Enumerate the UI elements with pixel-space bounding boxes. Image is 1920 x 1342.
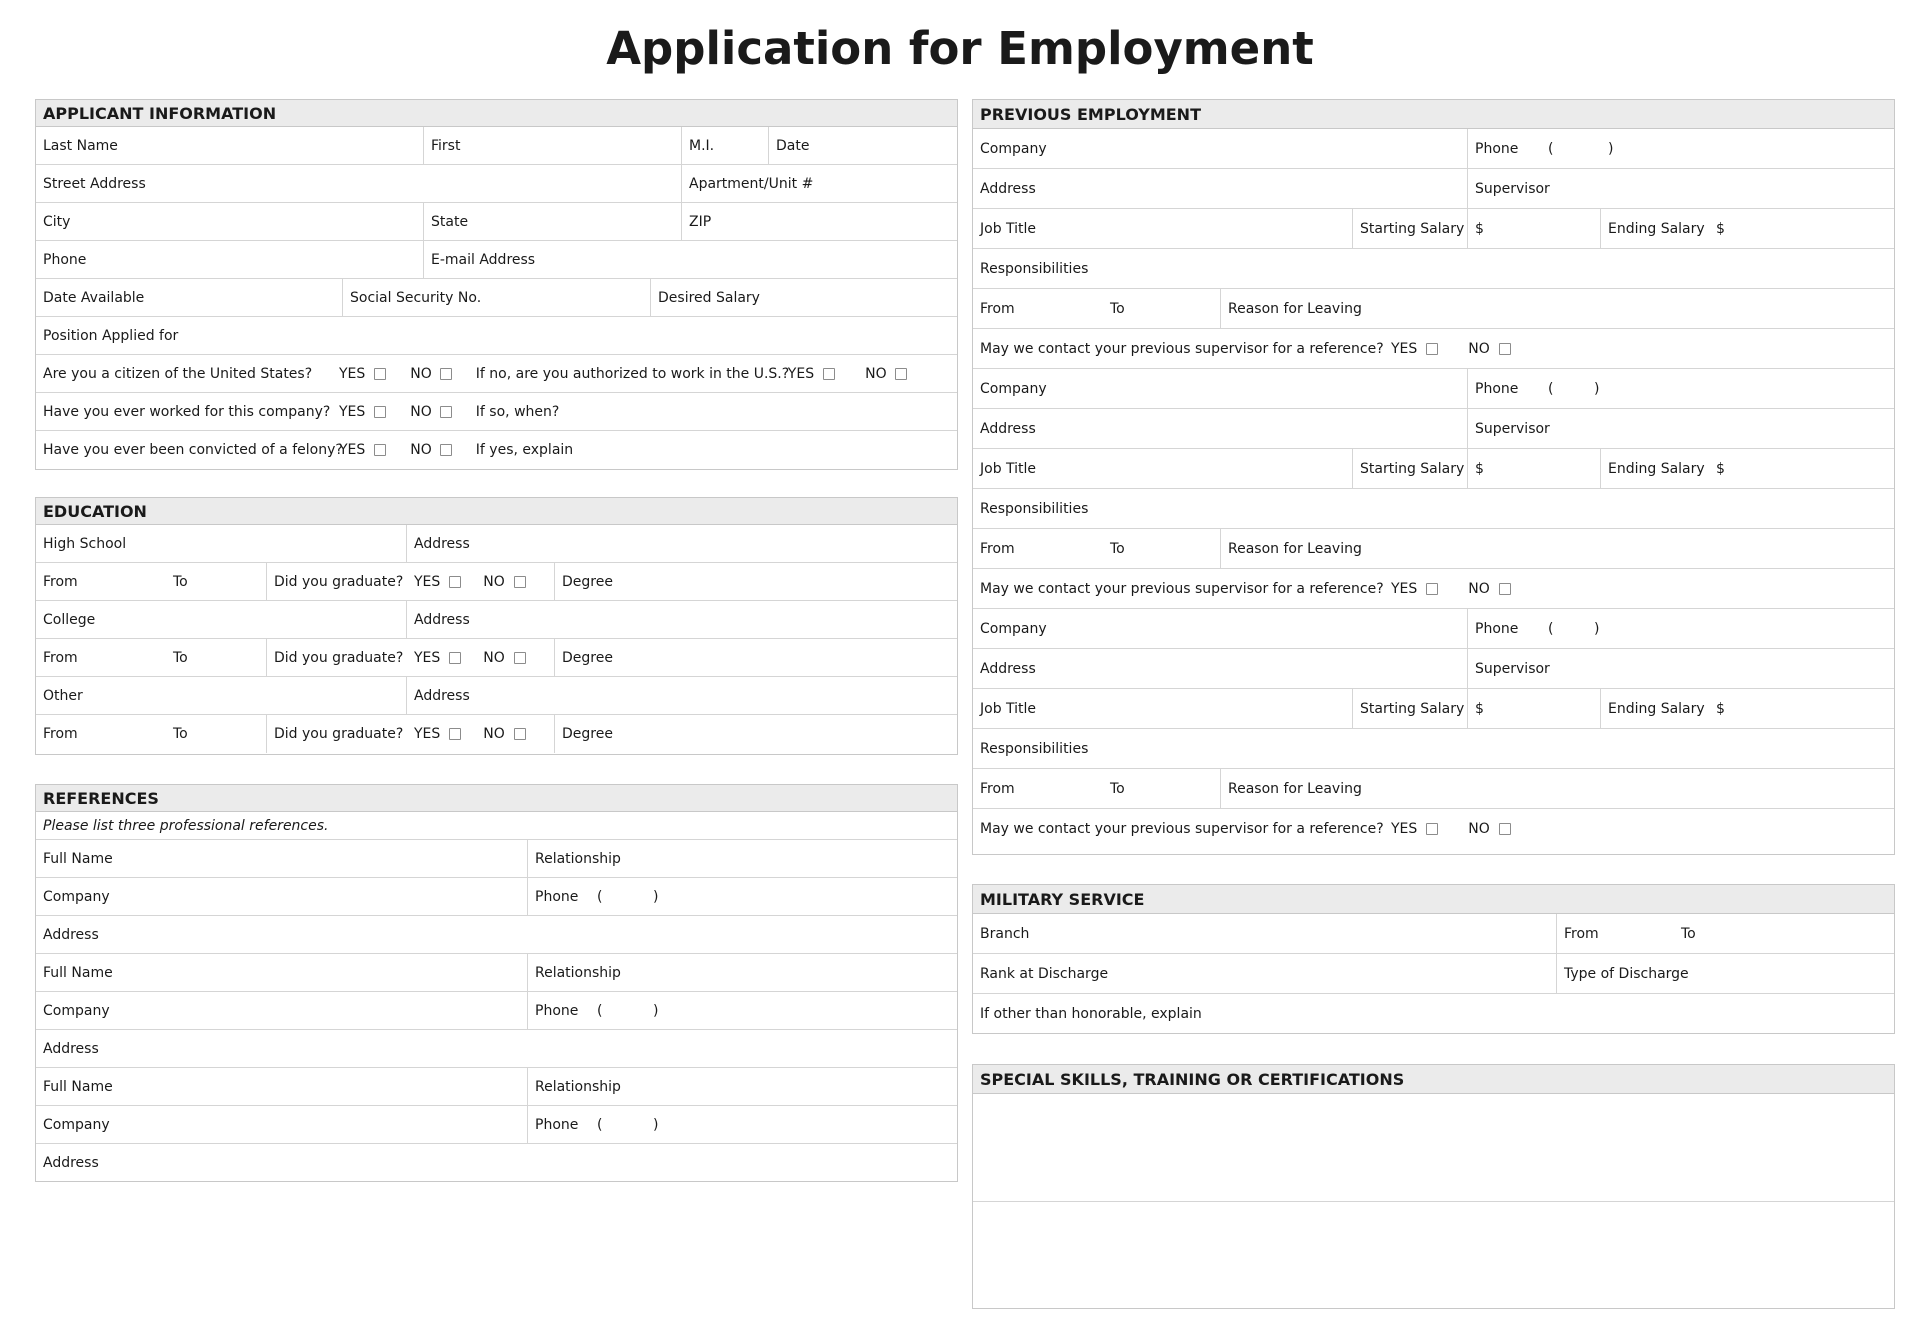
military-service-section [972, 884, 1895, 1034]
military-service-heading: MILITARY SERVICE [973, 885, 1894, 914]
address-label: Address [980, 660, 1036, 677]
reference-2-phone-field[interactable] [527, 992, 957, 1029]
employer-1-address-field[interactable] [973, 169, 1467, 208]
employer-2-contact-no-checkbox[interactable] [1499, 583, 1511, 595]
employer-2-starting-salary-field[interactable] [1467, 449, 1600, 488]
city-label: City [43, 213, 71, 230]
yes-label: YES [339, 403, 366, 420]
employer-2-contact-question-row [973, 569, 1894, 608]
date-label: Date [776, 137, 810, 154]
yes-label: YES [1391, 580, 1418, 597]
college-graduate-yes-checkbox[interactable] [449, 652, 461, 664]
company-label: Company [980, 140, 1047, 157]
reason-for-leaving-label: Reason for Leaving [1228, 780, 1362, 797]
ending-salary-label: Ending Salary [1608, 700, 1705, 717]
high-school-graduate-no-checkbox[interactable] [514, 576, 526, 588]
area-code-open-paren: ( [597, 1116, 603, 1133]
authorized-yes-checkbox[interactable] [823, 368, 835, 380]
area-code-open-paren: ( [597, 1002, 603, 1019]
felony-no-checkbox[interactable] [440, 444, 452, 456]
employer-1-responsibilities-field[interactable] [973, 249, 1894, 288]
employer-2-company-field[interactable] [973, 369, 1467, 408]
area-code-open-paren: ( [1548, 140, 1554, 157]
employer-1-job-title-field[interactable] [973, 209, 1352, 248]
other-school-graduate-no-checkbox[interactable] [514, 728, 526, 740]
employer-2-phone-field[interactable] [1467, 369, 1894, 408]
employer-3-responsibilities-field[interactable] [973, 729, 1894, 768]
responsibilities-label: Responsibilities [980, 500, 1089, 517]
college-graduate-no-checkbox[interactable] [514, 652, 526, 664]
employer-3-contact-no-checkbox[interactable] [1499, 823, 1511, 835]
to-label: To [1110, 540, 1125, 557]
to-label: To [1681, 925, 1696, 942]
employer-3-contact-yes-checkbox[interactable] [1426, 823, 1438, 835]
authorized-question-label: If no, are you authorized to work in the U.S.? [475, 365, 790, 382]
dollar-sign: $ [1475, 220, 1484, 237]
felony-question-row [36, 431, 957, 469]
middle-initial-field[interactable] [681, 127, 768, 164]
phone-field[interactable] [36, 241, 423, 278]
special-skills-text-area-2[interactable] [973, 1202, 1894, 1309]
previous-employment-section [972, 99, 1895, 855]
college-dates-field[interactable] [36, 639, 266, 676]
supervisor-label: Supervisor [1475, 180, 1550, 197]
special-skills-section [972, 1064, 1895, 1309]
yes-label: YES [1391, 340, 1418, 357]
area-code-open-paren: ( [1548, 380, 1554, 397]
discharge-explain-field[interactable] [973, 994, 1894, 1034]
employer-2-address-field[interactable] [973, 409, 1467, 448]
desired-salary-label: Desired Salary [658, 289, 760, 306]
graduate-question-label: Did you graduate? [274, 573, 404, 590]
discharge-explain-label: If other than honorable, explain [980, 1006, 1202, 1022]
dollar-sign: $ [1475, 460, 1484, 477]
job-title-label: Job Title [980, 700, 1037, 717]
military-dates-field[interactable] [1556, 914, 1894, 953]
address-label: Address [980, 420, 1036, 437]
no-label: NO [1468, 821, 1490, 837]
employer-3-company-field[interactable] [973, 609, 1467, 648]
address-label: Address [414, 535, 470, 552]
first-name-label: First [431, 137, 461, 154]
other-school-label: Other [43, 687, 83, 704]
college-address-field[interactable] [406, 601, 957, 638]
employer-3-ending-salary-field[interactable] [1600, 689, 1894, 728]
employer-3-address-field[interactable] [973, 649, 1467, 688]
no-label: NO [865, 365, 887, 382]
reference-3-phone-field[interactable] [527, 1106, 957, 1143]
ending-salary-label: Ending Salary [1608, 220, 1705, 237]
yes-label: YES [414, 649, 441, 666]
employer-3-starting-salary-field[interactable] [1467, 689, 1600, 728]
employer-2-ending-salary-field[interactable] [1600, 449, 1894, 488]
reference-3-relationship-field[interactable] [527, 1068, 957, 1105]
address-label: Address [980, 180, 1036, 197]
contact-question-label: May we contact your previous supervisor for a reference? [980, 580, 1384, 597]
branch-label: Branch [980, 925, 1030, 942]
no-label: NO [483, 573, 505, 590]
relationship-label: Relationship [535, 850, 621, 867]
last-name-label: Last Name [43, 137, 118, 154]
high-school-field[interactable] [36, 525, 406, 562]
area-code-close-paren: ) [653, 888, 659, 905]
college-label: College [43, 611, 96, 628]
education-heading: EDUCATION [36, 498, 957, 525]
zip-label: ZIP [689, 213, 712, 230]
yes-label: YES [339, 365, 366, 382]
city-field[interactable] [36, 203, 423, 240]
degree-label: Degree [562, 649, 613, 666]
references-section [35, 784, 958, 1182]
yes-label: YES [339, 442, 366, 458]
address-label: Address [43, 1040, 99, 1057]
full-name-label: Full Name [43, 1078, 113, 1095]
state-field[interactable] [423, 203, 681, 240]
state-label: State [431, 213, 469, 230]
high-school-address-field[interactable] [406, 525, 957, 562]
employer-1-ending-salary-field[interactable] [1600, 209, 1894, 248]
employer-2-dates-field[interactable] [973, 529, 1220, 568]
from-label: From [43, 726, 78, 742]
phone-label: Phone [1475, 140, 1519, 157]
reference-3-address-field[interactable] [36, 1144, 957, 1182]
reason-for-leaving-label: Reason for Leaving [1228, 300, 1362, 317]
from-label: From [1564, 925, 1599, 942]
no-label: NO [1468, 340, 1490, 357]
high-school-dates-field[interactable] [36, 563, 266, 600]
yes-label: YES [414, 573, 441, 590]
employer-3-reason-field[interactable] [1220, 769, 1894, 808]
full-name-label: Full Name [43, 850, 113, 867]
reason-for-leaving-label: Reason for Leaving [1228, 540, 1362, 557]
college-degree-field[interactable] [554, 639, 957, 676]
high-school-label: High School [43, 535, 127, 552]
special-skills-heading: SPECIAL SKILLS, TRAINING OR CERTIFICATIONS [973, 1065, 1894, 1094]
phone-label: Phone [535, 1116, 579, 1133]
company-label: Company [980, 380, 1047, 397]
employer-3-dates-field[interactable] [973, 769, 1220, 808]
date-field[interactable] [768, 127, 957, 164]
other-school-degree-field[interactable] [554, 715, 957, 753]
degree-label: Degree [562, 726, 613, 742]
references-note: Please list three professional references. [43, 817, 329, 834]
page-title: Application for Employment [606, 22, 1314, 75]
employer-1-phone-field[interactable] [1467, 129, 1894, 168]
no-label: NO [1468, 580, 1490, 597]
employer-2-reason-field[interactable] [1220, 529, 1894, 568]
date-available-label: Date Available [43, 289, 145, 306]
apartment-unit-label: Apartment/Unit # [689, 175, 814, 192]
authorized-no-checkbox[interactable] [895, 368, 907, 380]
phone-label: Phone [535, 888, 579, 905]
no-label: NO [483, 649, 505, 666]
dollar-sign: $ [1716, 460, 1725, 477]
area-code-open-paren: ( [1548, 620, 1554, 637]
employer-3-contact-question-row [973, 809, 1894, 849]
to-label: To [173, 726, 188, 742]
college-graduate-field [266, 639, 554, 676]
reference-2-address-field[interactable] [36, 1030, 957, 1067]
employer-2-responsibilities-field[interactable] [973, 489, 1894, 528]
degree-label: Degree [562, 573, 613, 590]
worked-here-yes-checkbox[interactable] [374, 406, 386, 418]
street-address-label: Street Address [43, 175, 146, 192]
reference-1-name-field[interactable] [36, 840, 527, 877]
full-name-label: Full Name [43, 964, 113, 981]
email-label: E-mail Address [431, 251, 536, 268]
other-school-address-field[interactable] [406, 677, 957, 714]
other-school-dates-field[interactable] [36, 715, 266, 753]
from-label: From [980, 540, 1015, 557]
if-yes-explain-label: If yes, explain [475, 442, 574, 458]
applicant-information-heading: APPLICANT INFORMATION [36, 100, 957, 127]
reference-1-address-field[interactable] [36, 916, 957, 953]
employer-2-supervisor-field[interactable] [1467, 409, 1894, 448]
applicant-information-section [35, 99, 958, 470]
rank-at-discharge-label: Rank at Discharge [980, 965, 1109, 982]
military-branch-field[interactable] [973, 914, 1556, 953]
dollar-sign: $ [1475, 700, 1484, 717]
contact-question-label: May we contact your previous supervisor for a reference? [980, 340, 1384, 357]
area-code-close-paren: ) [653, 1116, 659, 1133]
middle-initial-label: M.I. [689, 137, 715, 154]
if-so-when-label: If so, when? [475, 403, 560, 420]
employer-3-starting-salary-label-cell [1352, 689, 1467, 728]
reference-3-company-field[interactable] [36, 1106, 527, 1143]
references-heading: REFERENCES [36, 785, 957, 812]
dollar-sign: $ [1716, 700, 1725, 717]
felony-yes-checkbox[interactable] [374, 444, 386, 456]
job-title-label: Job Title [980, 220, 1037, 237]
starting-salary-label: Starting Salary [1360, 220, 1465, 237]
reference-1-relationship-field[interactable] [527, 840, 957, 877]
ssn-label: Social Security No. [350, 289, 482, 306]
starting-salary-label: Starting Salary [1360, 700, 1465, 717]
citizen-yes-checkbox[interactable] [374, 368, 386, 380]
graduate-question-label: Did you graduate? [274, 649, 404, 666]
reference-2-name-field[interactable] [36, 954, 527, 991]
address-label: Address [414, 611, 470, 628]
last-name-field[interactable] [36, 127, 423, 164]
reference-3-name-field[interactable] [36, 1068, 527, 1105]
worked-here-question-label: Have you ever worked for this company? [43, 403, 331, 420]
reference-2-company-field[interactable] [36, 992, 527, 1029]
position-applied-label: Position Applied for [43, 327, 179, 344]
apartment-unit-field[interactable] [681, 165, 957, 202]
high-school-graduate-field [266, 563, 554, 600]
no-label: NO [410, 365, 432, 382]
other-school-field[interactable] [36, 677, 406, 714]
employer-2-job-title-field[interactable] [973, 449, 1352, 488]
position-applied-field[interactable] [36, 317, 957, 354]
ssn-field[interactable] [342, 279, 650, 316]
supervisor-label: Supervisor [1475, 420, 1550, 437]
address-label: Address [414, 687, 470, 704]
employer-3-supervisor-field[interactable] [1467, 649, 1894, 688]
address-label: Address [43, 926, 99, 943]
employer-1-reason-field[interactable] [1220, 289, 1894, 328]
employer-1-starting-salary-label-cell [1352, 209, 1467, 248]
job-title-label: Job Title [980, 460, 1037, 477]
from-label: From [980, 300, 1015, 317]
employer-2-starting-salary-label-cell [1352, 449, 1467, 488]
citizen-no-checkbox[interactable] [440, 368, 452, 380]
citizen-question-row [36, 355, 957, 392]
street-address-field[interactable] [36, 165, 681, 202]
college-field[interactable] [36, 601, 406, 638]
email-field[interactable] [423, 241, 957, 278]
desired-salary-field[interactable] [650, 279, 957, 316]
previous-employment-heading: PREVIOUS EMPLOYMENT [973, 100, 1894, 129]
area-code-open-paren: ( [597, 888, 603, 905]
responsibilities-label: Responsibilities [980, 260, 1089, 277]
employer-1-contact-no-checkbox[interactable] [1499, 343, 1511, 355]
reference-1-phone-field[interactable] [527, 878, 957, 915]
rank-at-discharge-field[interactable] [973, 954, 1556, 993]
to-label: To [1110, 300, 1125, 317]
employer-1-starting-salary-field[interactable] [1467, 209, 1600, 248]
phone-label: Phone [535, 1002, 579, 1019]
first-name-field[interactable] [423, 127, 681, 164]
yes-label: YES [1391, 821, 1418, 837]
phone-label: Phone [43, 251, 87, 268]
company-label: Company [43, 1116, 110, 1133]
high-school-graduate-yes-checkbox[interactable] [449, 576, 461, 588]
yes-label: YES [414, 726, 441, 742]
from-label: From [980, 780, 1015, 797]
reference-1-company-field[interactable] [36, 878, 527, 915]
to-label: To [173, 573, 188, 590]
area-code-close-paren: ) [1594, 380, 1600, 397]
company-label: Company [43, 1002, 110, 1019]
employer-1-company-field[interactable] [973, 129, 1467, 168]
employer-2-contact-yes-checkbox[interactable] [1426, 583, 1438, 595]
phone-label: Phone [1475, 380, 1519, 397]
special-skills-text-area-1[interactable] [973, 1094, 1894, 1202]
employer-1-contact-yes-checkbox[interactable] [1426, 343, 1438, 355]
to-label: To [1110, 780, 1125, 797]
phone-label: Phone [1475, 620, 1519, 637]
to-label: To [173, 649, 188, 666]
contact-question-label: May we contact your previous supervisor for a reference? [980, 821, 1384, 837]
felony-question-label: Have you ever been convicted of a felony? [43, 442, 343, 458]
area-code-close-paren: ) [1608, 140, 1614, 157]
yes-label: YES [787, 365, 815, 382]
from-label: From [43, 573, 78, 590]
area-code-close-paren: ) [653, 1002, 659, 1019]
type-of-discharge-label: Type of Discharge [1564, 965, 1689, 982]
date-available-field[interactable] [36, 279, 342, 316]
no-label: NO [483, 726, 505, 742]
company-label: Company [980, 620, 1047, 637]
other-school-graduate-yes-checkbox[interactable] [449, 728, 461, 740]
company-label: Company [43, 888, 110, 905]
high-school-degree-field[interactable] [554, 563, 957, 600]
citizen-question-label: Are you a citizen of the United States? [43, 365, 313, 382]
from-label: From [43, 649, 78, 666]
starting-salary-label: Starting Salary [1360, 460, 1465, 477]
supervisor-label: Supervisor [1475, 660, 1550, 677]
graduate-question-label: Did you graduate? [274, 726, 404, 742]
no-label: NO [410, 403, 432, 420]
dollar-sign: $ [1716, 220, 1725, 237]
address-label: Address [43, 1155, 99, 1171]
employer-1-dates-field[interactable] [973, 289, 1220, 328]
type-of-discharge-field[interactable] [1556, 954, 1894, 993]
zip-field[interactable] [681, 203, 957, 240]
education-section [35, 497, 958, 755]
worked-here-no-checkbox[interactable] [440, 406, 452, 418]
ending-salary-label: Ending Salary [1608, 460, 1705, 477]
other-school-graduate-field [266, 715, 554, 753]
employer-1-contact-question-row [973, 329, 1894, 368]
responsibilities-label: Responsibilities [980, 740, 1089, 757]
employer-3-job-title-field[interactable] [973, 689, 1352, 728]
no-label: NO [410, 442, 432, 458]
relationship-label: Relationship [535, 964, 621, 981]
area-code-close-paren: ) [1594, 620, 1600, 637]
reference-2-relationship-field[interactable] [527, 954, 957, 991]
worked-here-question-row [36, 393, 957, 430]
relationship-label: Relationship [535, 1078, 621, 1095]
employer-3-phone-field[interactable] [1467, 609, 1894, 648]
employer-1-supervisor-field[interactable] [1467, 169, 1894, 208]
